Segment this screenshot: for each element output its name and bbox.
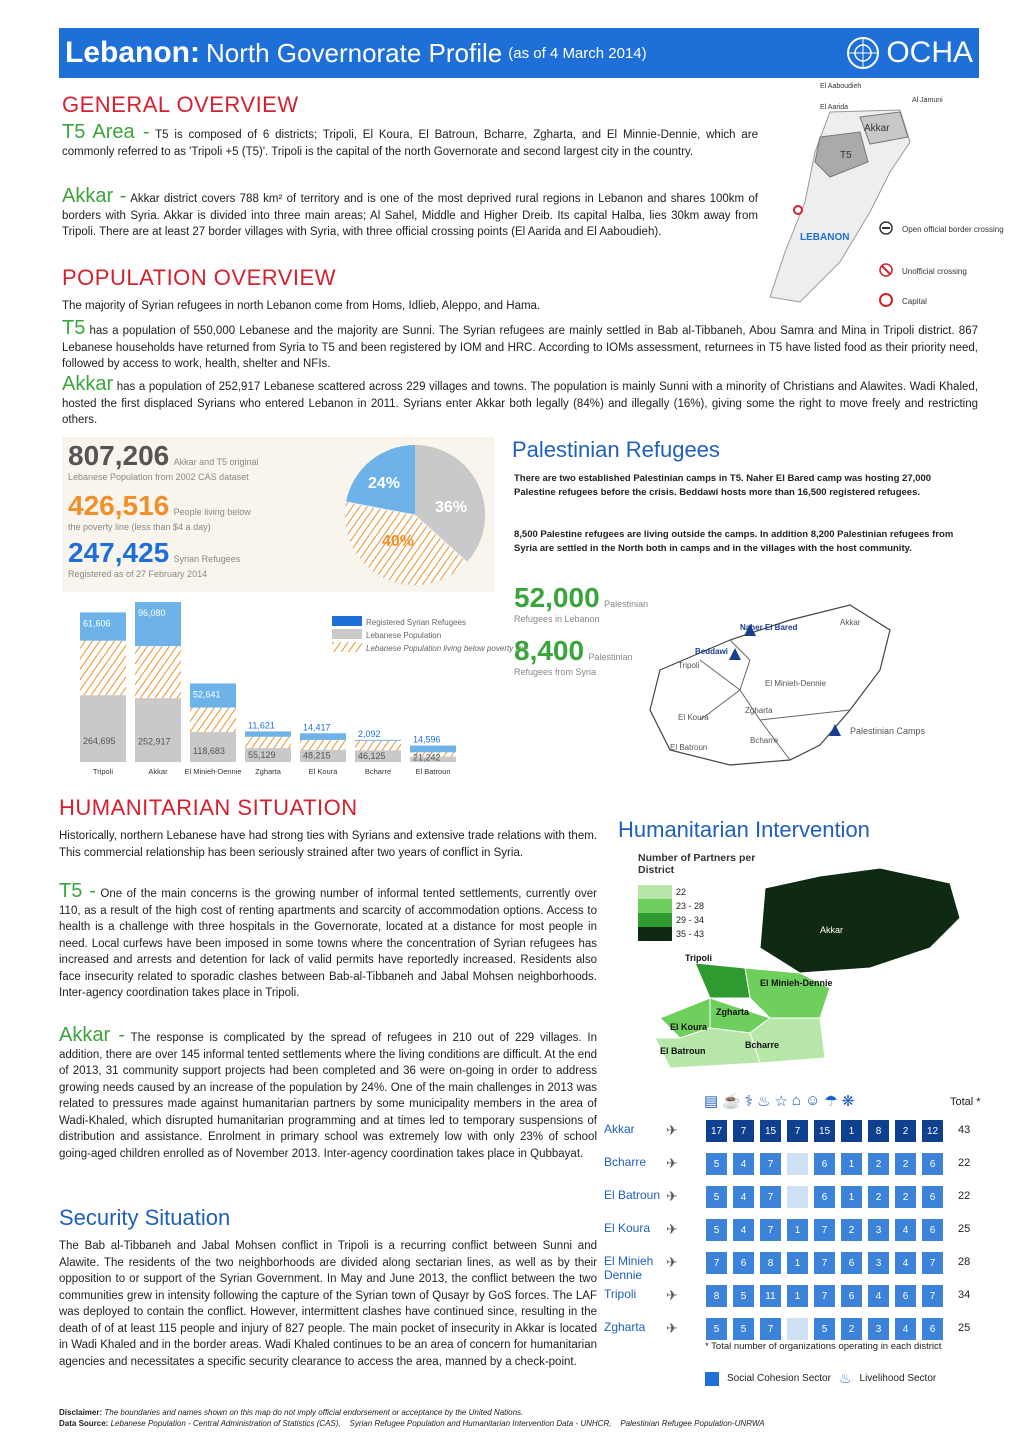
partner-count-cell: 1: [787, 1219, 808, 1241]
map3-akkar: [760, 868, 960, 973]
akkar-paragraph: [62, 185, 759, 241]
livelihood-icon: ♨: [757, 1093, 771, 1110]
disclaimer-text: The boundaries and names shown on this map do not imply official endorsement or acceptance by the United Nations.: [104, 1408, 524, 1417]
partner-count-cell: 2: [841, 1318, 862, 1340]
legend-swatch-lebanese: [332, 629, 362, 639]
partner-count-cell: 4: [733, 1219, 754, 1241]
partner-count-cell: 2: [868, 1153, 889, 1175]
partner-count-cell: 2: [841, 1219, 862, 1241]
partner-count-cell: 5: [733, 1318, 754, 1340]
district-row-label: El Batroun: [604, 1188, 661, 1202]
page-header: [59, 28, 979, 78]
legend-swatch-refugees: [332, 616, 362, 626]
bar-poverty: [80, 641, 126, 696]
partner-count-cell: 4: [868, 1285, 889, 1307]
palestinian-stat-lebanon: [514, 582, 648, 624]
partner-count-cell: 1: [787, 1252, 808, 1274]
palestinian-stat-syria: [514, 635, 633, 677]
district-mini-map-icon: ✈: [666, 1155, 678, 1171]
partner-count-cell: 6: [733, 1252, 754, 1274]
bar-category-label: Tripoli: [92, 767, 114, 776]
pie-label-36: 36%: [435, 499, 468, 516]
general-overview-heading: GENERAL OVERVIEW: [62, 92, 299, 117]
bar-category-label: El Batroun: [415, 767, 451, 776]
nfi-icon: ❋: [841, 1093, 855, 1110]
table-footnote-text: Total number of organizations operating in each district: [711, 1341, 942, 1352]
population-pie-chart: [340, 440, 490, 590]
legend-text-22: 22: [676, 887, 687, 897]
legend-label-lebanese: Lebanese Population: [366, 631, 442, 640]
ocha-logo: [846, 36, 973, 70]
partner-count-cell: 1: [841, 1120, 862, 1142]
pal-stat2-sub: Refugees from Syria: [514, 667, 597, 677]
district-mini-map-icon: ✈: [666, 1122, 678, 1138]
map2-zgharta: Zgharta: [745, 706, 773, 715]
bar-refugees: [410, 746, 456, 753]
header-title: North Governorate Profile: [206, 37, 503, 68]
bar-category-label: Akkar: [148, 767, 168, 776]
district-total: 34: [958, 1289, 971, 1301]
bar-label-refugees: 52,641: [193, 689, 221, 700]
map2-bcharre: Bcharre: [750, 736, 779, 745]
pie-label-40: 40%: [382, 533, 415, 550]
bar-refugees: [355, 740, 401, 741]
partner-count-cell: 2: [895, 1153, 916, 1175]
district-total: 28: [958, 1256, 971, 1268]
t5-area-paragraph: [62, 121, 758, 160]
legend-text-35-43: 35 - 43: [676, 929, 705, 939]
t5-population-text: has a population of 550,000 Lebanese and the majority are Sunni. The Syrian refugees are mainly settled in Bab al-Tibbaneh, Abou Samra and Mina in Tripoli district. 867 Lebanese households have returned from Syria to T5 and been registered by IOM and HRC. According to IOMs assessment, returnees in T5 have listed food as their priority need, followed by access to work, health, shelter and NFIs.: [62, 325, 978, 370]
partner-count-cell: 7: [706, 1252, 727, 1274]
palestinian-heading: Palestinian Refugees: [512, 437, 720, 462]
t5-area-text: T5 is composed of 6 districts; Tripoli, El Koura, El Batroun, Bcharre, Zgharta, and El Minnie-Dennie, which are commonly referred to as 'Tripoli +5 (T5)'. Tripoli is the capital of the north Governorate and second largest city in the country.: [62, 129, 758, 158]
food-icon: ☕: [722, 1093, 741, 1110]
disclaimer-label: Disclaimer:: [59, 1408, 103, 1417]
map2-beddawi: Beddawi: [695, 647, 728, 656]
district-mini-map-icon: ✈: [666, 1188, 678, 1204]
district-total: 22: [958, 1157, 971, 1169]
stat-poverty: [68, 490, 343, 532]
partner-count-cell: 15: [760, 1120, 781, 1142]
map1-label-t5: T5: [840, 150, 852, 161]
social-cohesion-icon: ☺: [804, 1092, 821, 1109]
social-cohesion-legend-icon: [705, 1372, 719, 1386]
map3-label-minieh: El Minieh-Dennie: [760, 978, 833, 988]
pal-stat1-value: 52,000: [514, 582, 600, 613]
bar-label-refugees: 2,092: [358, 728, 381, 739]
source2: Syrian Refugee Population and Humanitarian Intervention Data - UNHCR,: [349, 1419, 612, 1428]
partner-count-cell: 7: [814, 1252, 835, 1274]
bar-label-lebanese: 118,683: [193, 745, 225, 756]
akkar-hum-text: The response is complicated by the spread of refugees in 210 out of 229 villages. In addition, there are over 145 informal tented settlements where the living conditions are difficult. At the end of 2013, 31 community support projects had been completed and 36 were on-going in order to address growing needs caused by an increase of the population by 24%. One of the main challenges in 2013 was related to pressures made against humanitarian partners by some municipality members in the area of Wadi-Khaled, which disrupted humanitarian programming and at times led to temporary suspensions of distribution and assistance. Enrolment in primary school was extremely low with only 23% of school going-aged children enrolled as of November 2013. Inter-agency coordination takes place in Qubbayat.: [59, 1032, 597, 1160]
partner-count-cell: 6: [814, 1153, 835, 1175]
stat-population-value: 807,206: [68, 440, 170, 471]
map1-label-aarida: El Aarida: [820, 104, 849, 111]
bar-label-lebanese: 21,242: [413, 752, 441, 763]
t5-hum-text: One of the main concerns is the growing number of informal tented settlements, currently over 110, as a result of the high cost of renting apartments and scarcity of accommodation options. Access to health is a challenge with three hospitals in the Governorate, located at a distance for most people in need. Local curfews have been imposed in some towns where the concentration of Syrian refugees has increased and arrests and detention for lack of valid permits have reportedly increased. Residents also face insecurity related to sporadic clashes between Bab-al-Tibbaneh and Jabal Mohsen neighborhoods. Inter-agency coordination takes place in Tripoli.: [59, 888, 597, 999]
district-row-label: El Minieh Dennie: [604, 1254, 654, 1282]
palestinian-p1: There are two established Palestinian camps in T5. Naher El Bared camp was hosting 27,000 Palestine refugees before the crisis. Beddawi hosts more than 16,500 registered refugees.: [514, 473, 932, 498]
map2-tripoli: Tripoli: [678, 661, 700, 670]
map2-akkar: Akkar: [840, 618, 861, 627]
partner-count-cell: 7: [760, 1186, 781, 1208]
bar-category-label: El Koura: [308, 767, 338, 776]
partner-count-cell: 1: [787, 1285, 808, 1307]
palestinian-p2: 8,500 Palestine refugees are living outside the camps. In addition 8,200 Palestinian refugees from Syria are settled in the North both in camps and in the villages with the host community.: [514, 529, 954, 554]
lebanon-overview-map: [760, 82, 1004, 312]
bar-poverty: [135, 646, 181, 698]
stat-refugees-label: Syrian Refugees: [173, 554, 241, 564]
pal-stat2-value: 8,400: [514, 635, 585, 666]
partner-count-cell: 7: [922, 1285, 943, 1307]
partner-count-cell: 4: [895, 1219, 916, 1241]
district-total: 22: [958, 1190, 971, 1202]
shelter-icon: ⌂: [791, 1092, 801, 1109]
bar-label-refugees: 61,606: [83, 618, 111, 629]
partner-count-cell: 7: [760, 1318, 781, 1340]
akkar-population-text: has a population of 252,917 Lebanese scattered across 229 villages and towns. The population is mainly Sunni with a minority of Christians and Alawites. Wadi Khaled, hosted the first displaced Syrians who entered Lebanon in 2011. Syrians enter Akkar both legally (84%) and illegally (16%), giving some the right to move freely and restricting others.: [62, 381, 978, 426]
legend-label-refugees: Registered Syrian Refugees: [366, 618, 467, 627]
partner-count-cell: 3: [868, 1219, 889, 1241]
bar-label-lebanese: 48,215: [303, 750, 331, 761]
partner-count-cell: 7: [814, 1285, 835, 1307]
partner-count-cell: 5: [706, 1153, 727, 1175]
population-intro: The majority of Syrian refugees in north Lebanon come from Homs, Idlieb, Aleppo, and Hama.: [62, 300, 541, 312]
social-cohesion-legend-label: Social Cohesion Sector: [727, 1373, 831, 1384]
partner-count-cell: 11: [760, 1285, 781, 1307]
map1-label-aaboudieh: El Aaboudieh: [820, 83, 862, 90]
stat-population-label: Akkar and T5 original: [173, 457, 259, 467]
partner-count-cell: 3: [868, 1318, 889, 1340]
security-text: The Bab al-Tibbaneh and Jabal Mohsen conflict in Tripoli is a recurring conflict between Sunni and Alawite. The residents of the two neighborhoods are divided along sectarian lines, as well as by their opposition to or support of the Syrian Government. In May and June 2013, the conflict between the two communities grew in intensity following the capture of the Syrian town of Qusayr by GoS forces. The LAF was deployed to contain the conflict. However, intermittent clashes have continued since, resulting in the death of of at least 115 people and injury of 827 people. The main pocket of insecurity in Akkar is located in Wadi Khaled and in the border areas. Wadi Khaled continues to be an area of concern for humanitarian agencies and necessitates a specific security clearance to access the area, manned by a check-point.: [59, 1240, 597, 1368]
ocha-wordmark: OCHA: [886, 36, 973, 69]
bar-label-lebanese: 55,129: [248, 750, 276, 761]
partners-choropleth-map: [650, 858, 980, 1073]
partner-count-cell: 4: [733, 1186, 754, 1208]
map2-batroun: El Batroun: [670, 743, 708, 752]
partner-count-cell: 8: [760, 1252, 781, 1274]
pal-stat1-label: Palestinian: [604, 599, 649, 609]
partner-count-cell: 7: [760, 1219, 781, 1241]
partner-count-cell: 7: [922, 1252, 943, 1274]
partner-count-cell: 6: [841, 1285, 862, 1307]
partner-count-cell: 6: [895, 1285, 916, 1307]
district-row-label: Bcharre: [604, 1155, 647, 1169]
stat-poverty-label: People living below: [173, 507, 251, 517]
footer: [59, 1407, 979, 1429]
akkar-population-paragraph: [62, 373, 978, 429]
partner-count-cell: 1: [841, 1186, 862, 1208]
t5-population-lead: T5: [62, 317, 86, 339]
map2-minieh: El Minieh-Dennie: [765, 679, 826, 688]
partner-count-cell: 4: [733, 1153, 754, 1175]
map3-minieh: [745, 968, 830, 1018]
map3-label-akkar: Akkar: [820, 925, 844, 935]
district-row-label: Zgharta: [604, 1320, 646, 1334]
partner-count-cell: 6: [841, 1252, 862, 1274]
partners-table: [600, 1092, 1000, 1342]
map1-legend-open: Open official border crossing: [902, 225, 1004, 234]
map1-legend-capital: Capital: [902, 297, 927, 306]
partner-count-cell: 5: [733, 1285, 754, 1307]
bar-label-refugees: 96,080: [138, 608, 166, 618]
district-row-label: El Koura: [604, 1221, 651, 1235]
partner-count-cell: 6: [922, 1153, 943, 1175]
table-footnote: * Total number of organizations operating in each district: [705, 1341, 942, 1352]
map3-label-batroun: El Batroun: [660, 1046, 706, 1056]
map3-label-bcharre: Bcharre: [745, 1040, 780, 1050]
bar-poverty: [245, 737, 291, 748]
map3-label-zgharta: Zgharta: [716, 1007, 750, 1017]
t5-population-paragraph: [62, 317, 978, 373]
population-overview-heading: POPULATION OVERVIEW: [62, 265, 336, 290]
bar-label-lebanese: 252,917: [138, 736, 171, 747]
district-total: 25: [958, 1223, 971, 1235]
akkar-text: Akkar district covers 788 km² of territory and is one of the most deprived rural regions in Lebanon and shares 100km of borders with Syria. Akkar is divided into three main areas; Al Sahel, Middle and Higher Dreib. Its capital Halba, lies 30km away from Tripoli. There are at least 27 border villages with Syria, with three official crossing points (El Aarida and El Aaboudieh).: [62, 193, 759, 238]
map2-naher: Naher El Bared: [740, 623, 798, 632]
header-date: (as of 4 March 2014): [508, 44, 647, 62]
district-total: 43: [958, 1124, 971, 1136]
bar-category-label: El Minieh-Dennie: [184, 767, 242, 776]
partner-count-cell: 12: [922, 1120, 943, 1142]
capital-legend-icon: [880, 294, 892, 306]
partner-count-cell: 8: [706, 1285, 727, 1307]
bar-poverty: [190, 708, 236, 732]
bar-label-refugees: 14,596: [413, 734, 441, 745]
stat-poverty-sub: the poverty line (less than $4 a day): [68, 522, 211, 532]
intervention-heading: Humanitarian Intervention: [618, 817, 870, 842]
partner-count-cell: 6: [922, 1186, 943, 1208]
protection-icon: ☆: [774, 1093, 788, 1110]
district-total: 25: [958, 1322, 971, 1334]
bar-label-refugees: 11,621: [248, 720, 275, 731]
education-icon: ▤: [704, 1093, 719, 1110]
legend-text-29-34: 29 - 34: [676, 915, 705, 925]
partner-count-cell: 5: [706, 1318, 727, 1340]
map2-legend: Palestinian Camps: [850, 726, 926, 736]
partner-count-cell: [787, 1318, 808, 1340]
map3-tripoli: [695, 963, 750, 998]
partner-count-cell: 6: [922, 1318, 943, 1340]
partner-count-cell: 7: [733, 1120, 754, 1142]
health-icon: ⚕: [744, 1093, 753, 1110]
bar-label-refugees: 14,417: [303, 722, 331, 733]
stat-refugees-value: 247,425: [68, 537, 170, 568]
stat-refugees-sub: Registered as of 27 February 2014: [68, 569, 208, 579]
humanitarian-intro: Historically, northern Lebanese have had strong ties with Syrians and extensive trade relations with them. This commercial relationship has been seriously strained after two years of conflict in Syria.: [59, 830, 597, 859]
wash-icon: ☂: [824, 1093, 838, 1110]
map1-label-akkar: Akkar: [864, 123, 890, 134]
legend-swatch-poverty: [332, 642, 362, 652]
pal-stat1-sub: Refugees in Lebanon: [514, 614, 600, 624]
bar-refugees: [300, 733, 346, 740]
t5-humanitarian-paragraph: [59, 880, 597, 1002]
akkar-humanitarian-paragraph: [59, 1024, 597, 1162]
source1: Lebanese Population - Central Administration of Statistics (CAS),: [110, 1419, 341, 1428]
akkar-hum-lead: Akkar -: [59, 1024, 126, 1046]
bar-label-lebanese: 264,695: [83, 735, 116, 746]
partner-count-cell: 7: [760, 1153, 781, 1175]
partner-count-cell: 8: [868, 1120, 889, 1142]
partner-count-cell: 3: [868, 1252, 889, 1274]
map1-legend-unofficial: Unofficial crossing: [902, 267, 967, 276]
source-label: Data Source:: [59, 1419, 109, 1428]
bar-label-lebanese: 46,125: [358, 750, 386, 761]
partner-count-cell: 2: [895, 1120, 916, 1142]
stat-poverty-value: 426,516: [68, 490, 170, 521]
partner-count-cell: 15: [814, 1120, 835, 1142]
map1-label-lebanon: LEBANON: [800, 232, 850, 243]
bar-poverty: [300, 740, 346, 750]
sector-legend: [705, 1370, 936, 1387]
un-emblem-icon: [846, 36, 880, 70]
map2-koura: El Koura: [678, 713, 709, 722]
partner-count-cell: 2: [868, 1186, 889, 1208]
partner-count-cell: 7: [814, 1219, 835, 1241]
district-mini-map-icon: ✈: [666, 1221, 678, 1237]
partner-count-cell: 4: [895, 1318, 916, 1340]
partner-count-cell: 5: [706, 1219, 727, 1241]
bar-category-label: Zgharta: [255, 767, 281, 776]
district-mini-map-icon: ✈: [666, 1254, 678, 1270]
partner-count-cell: 6: [814, 1186, 835, 1208]
t5-area-lead: T5 Area -: [62, 121, 150, 143]
partner-count-cell: 7: [787, 1120, 808, 1142]
partners-legend-title: Number of Partners per District: [638, 852, 756, 876]
partner-count-cell: 5: [814, 1318, 835, 1340]
bar-category-label: Bcharre: [364, 767, 392, 776]
header-country: Lebanon:: [65, 36, 200, 69]
district-mini-map-icon: ✈: [666, 1287, 678, 1303]
t5-hum-lead: T5 -: [59, 880, 96, 902]
legend-text-23-28: 23 - 28: [676, 901, 705, 911]
akkar-lead: Akkar -: [62, 185, 127, 207]
palestinian-camps-map: [640, 600, 970, 780]
legend-label-poverty: Lebanese Population living below poverty line: [366, 644, 528, 653]
district-row-label: Tripoli: [604, 1287, 637, 1301]
partner-count-cell: 5: [706, 1186, 727, 1208]
partner-count-cell: [787, 1186, 808, 1208]
capital-marker-icon: [794, 206, 802, 214]
partner-count-cell: [787, 1153, 808, 1175]
bar-poverty: [355, 741, 401, 751]
source3: Palestinian Refugee Population-UNRWA: [620, 1419, 765, 1428]
security-heading: Security Situation: [59, 1205, 231, 1230]
total-header: Total *: [950, 1096, 981, 1108]
partner-count-cell: 17: [706, 1120, 727, 1142]
pie-label-24: 24%: [368, 475, 401, 492]
stat-population: [68, 440, 343, 482]
district-mini-map-icon: ✈: [666, 1320, 678, 1336]
district-row-label: Akkar: [604, 1122, 635, 1136]
population-bar-chart: [62, 600, 528, 790]
stat-refugees: [68, 537, 343, 579]
stat-population-sub: Lebanese Population from 2002 CAS dataset: [68, 472, 249, 482]
map1-label-jamuni: Al Jamuni: [912, 97, 943, 104]
akkar-population-lead: Akkar: [62, 373, 114, 395]
partner-count-cell: 6: [922, 1219, 943, 1241]
livelihood-legend-label: Livelihood Sector: [859, 1373, 937, 1384]
map3-label-tripoli: Tripoli: [685, 953, 712, 963]
sector-icons-row: [704, 1092, 944, 1114]
bar-refugees: [245, 731, 291, 736]
humanitarian-heading: HUMANITARIAN SITUATION: [59, 795, 358, 820]
partner-count-cell: 4: [895, 1252, 916, 1274]
livelihood-legend-icon: ♨: [838, 1370, 852, 1386]
map3-label-koura: El Koura: [670, 1022, 708, 1032]
partner-count-cell: 1: [841, 1153, 862, 1175]
pal-stat2-label: Palestinian: [588, 652, 633, 662]
partner-count-cell: 2: [895, 1186, 916, 1208]
